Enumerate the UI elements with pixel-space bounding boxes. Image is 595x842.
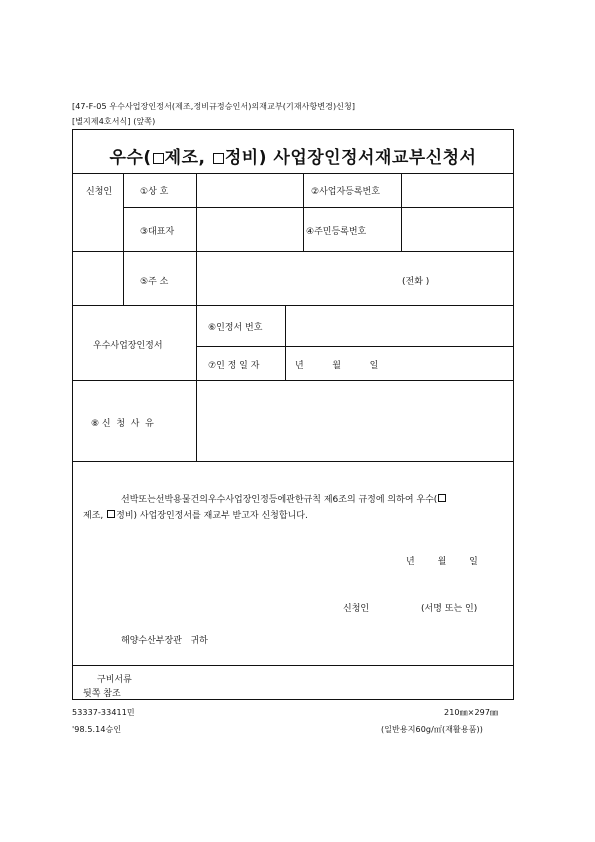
- cert-date-label: ⑦인 정 일 자: [208, 361, 260, 371]
- certificate-section-label: 우수사업장인정서: [93, 341, 163, 351]
- checkbox-manufacture-statement[interactable]: [438, 494, 446, 502]
- address-field[interactable]: [197, 252, 512, 304]
- reason-field[interactable]: [197, 381, 512, 460]
- cert-no-label: ⑥인정서 번호: [208, 323, 263, 333]
- applicant-section-label: 신청인: [86, 187, 113, 197]
- representative-field[interactable]: [197, 208, 302, 250]
- documents-note: 뒷쪽 참조: [83, 689, 121, 699]
- statement-line-2: [83, 508, 308, 521]
- reason-label: ⑧ 신 청 사 유: [91, 419, 154, 429]
- form-title: [73, 143, 513, 168]
- title-part-3: 정비) 사업장인정서재교부신청서: [224, 148, 477, 168]
- statement-line-2a-text: 제조,: [83, 511, 104, 521]
- cert-no-field[interactable]: [286, 306, 512, 345]
- resident-no-field[interactable]: [402, 208, 512, 250]
- approval-date: '98.5.14승인: [72, 725, 122, 734]
- business-no-label: ②사업자등록번호: [311, 187, 380, 197]
- divider: [196, 346, 513, 347]
- documents-label: 구비서류: [97, 675, 132, 685]
- divider: [73, 665, 513, 666]
- form-code-line: [47-F-05 우수사업장인정서(제조,정비규정승인서)의재교부(기재사항변경)신청]: [72, 102, 356, 111]
- paper-type: (일반용지60g/㎡(재활용품)): [381, 725, 483, 734]
- representative-label: ③대표자: [140, 227, 175, 237]
- checkbox-maintenance[interactable]: [213, 153, 224, 164]
- application-form: [72, 129, 514, 700]
- divider: [123, 173, 124, 305]
- annex-line: [별지제4호서식] (앞쪽): [72, 117, 156, 126]
- statement-line-1: [121, 492, 447, 505]
- statement-line-1-text: 선박또는선박용물건의우수사업장인정등에관한규칙 제6조의 규정에 의하여 우수(: [121, 495, 438, 505]
- divider: [73, 461, 513, 462]
- resident-no-label: ④주민등록번호: [306, 227, 367, 237]
- trade-name-field[interactable]: [197, 174, 302, 206]
- cert-date-value[interactable]: 년 월 일: [295, 361, 379, 371]
- checkbox-maintenance-statement[interactable]: [107, 510, 115, 518]
- paper-size: 210㎜×297㎜: [444, 708, 499, 717]
- signature-note: (서명 또는 인): [421, 604, 478, 614]
- checkbox-manufacture[interactable]: [153, 153, 164, 164]
- application-date[interactable]: 년 월 일: [406, 557, 478, 567]
- business-no-field[interactable]: [402, 174, 512, 206]
- addressee: 해양수산부장관 귀하: [121, 636, 208, 646]
- phone-label: (전화 ): [402, 277, 430, 287]
- doc-number: 53337-33411민: [72, 708, 135, 717]
- address-label: ⑤주 소: [140, 277, 169, 287]
- statement-line-2b-text: 정비) 사업장인정서를 재교부 받고자 신청합니다.: [116, 511, 308, 521]
- signer-label: 신청인: [343, 604, 370, 614]
- title-part-1: 우수(: [109, 148, 152, 168]
- title-part-2: 제조,: [164, 148, 206, 168]
- trade-name-label: ①상 호: [140, 187, 169, 197]
- divider: [303, 173, 304, 251]
